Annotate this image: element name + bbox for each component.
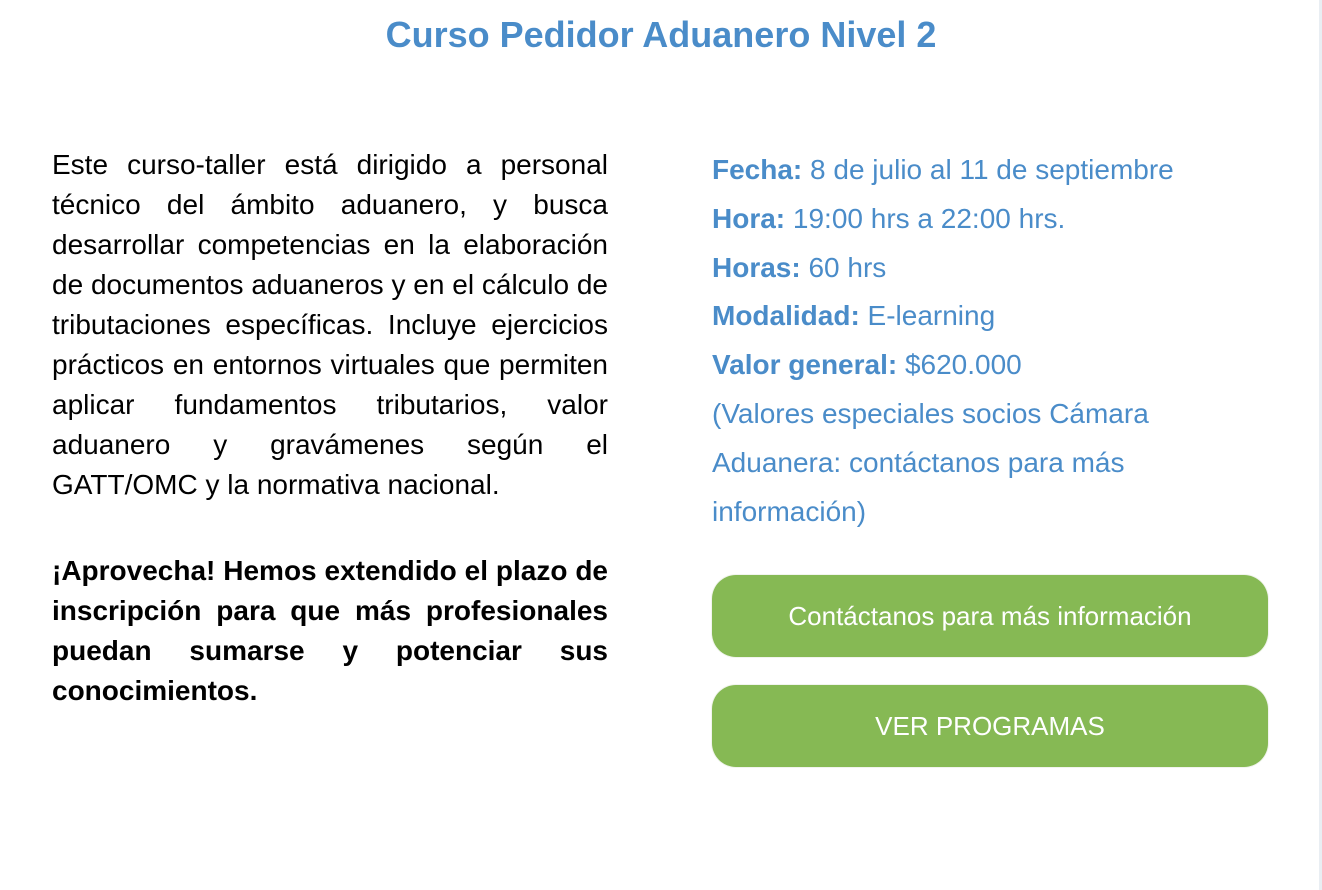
detail-valor <box>712 341 1272 390</box>
detail-hora-value: 19:00 hrs a 22:00 hrs. <box>785 202 1066 234</box>
detail-modalidad-value: E-learning <box>859 300 996 332</box>
detail-fecha <box>712 146 1272 195</box>
detail-hora <box>712 195 1272 244</box>
course-description: Este curso-taller está dirigido a personal técnico del ámbito aduanero, y busca desarrollar competencias en la elaboración de documentos aduaneros y en el cálculo de tributaciones específicas. Incluye ejercicios prácticos en entornos virtuales que permiten aplicar fundamentos tributarios, valor aduanero y gravámenes según el GATT/OMC y la normativa nacional. <box>52 149 608 500</box>
course-details-column <box>712 146 1272 536</box>
detail-fecha-label: Fecha: <box>712 154 803 185</box>
detail-modalidad <box>712 292 1272 341</box>
detail-modalidad-label: Modalidad: <box>712 300 860 332</box>
detail-fecha-value: 8 de julio al 11 de septiembre <box>802 154 1174 185</box>
view-programs-button[interactable]: VER PROGRAMAS <box>712 685 1268 767</box>
course-description-column <box>52 145 608 711</box>
promo-message: ¡Aprovecha! Hemos extendido el plazo de inscripción para que más profesionales puedan sumarse y potenciar sus conocimientos. <box>52 555 608 706</box>
contact-button[interactable]: Contáctanos para más información <box>712 575 1268 657</box>
page-title: Curso Pedidor Aduanero Nivel 2 <box>385 14 937 55</box>
detail-horas <box>712 244 1272 293</box>
detail-valor-label: Valor general: <box>712 349 898 381</box>
detail-horas-label: Horas: <box>712 251 801 283</box>
detail-horas-value: 60 hrs <box>800 251 887 283</box>
detail-hora-label: Hora: <box>712 202 786 234</box>
detail-valor-value: $620.000 <box>897 349 1022 381</box>
members-pricing-note: (Valores especiales socios Cámara Aduanera: contáctanos para más información) <box>712 397 1149 527</box>
